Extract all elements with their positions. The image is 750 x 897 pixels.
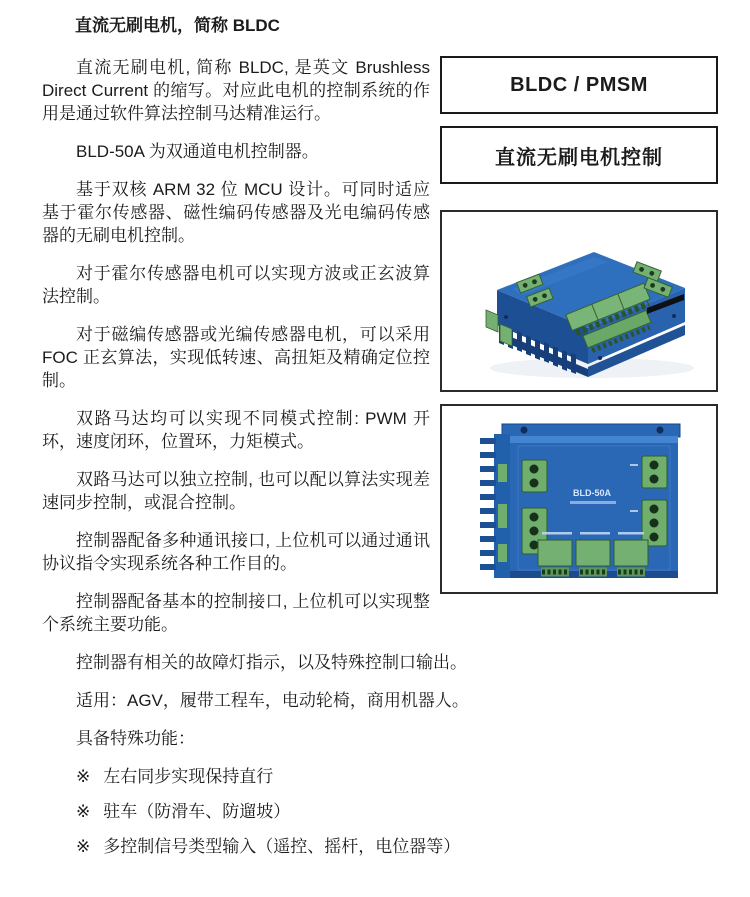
label-box-bldc-pmsm: [440, 56, 718, 114]
paragraph-intro: 直流无刷电机, 简称 BLDC, 是英文 Brushless Direct Current 的缩写。对应此电机的控制系统的作用是通过软件算法控制马达精准运行。: [42, 58, 430, 123]
label-box-motor-control-text: 直流无刷电机控制: [495, 146, 663, 169]
product-photo-frame-front: [440, 404, 718, 594]
paragraph-dual-motor: 双路马达可以独立控制, 也可以配以算法实现差速同步控制，或混合控制。: [42, 470, 430, 512]
paragraph-applications: 适用：AGV，履带工程车，电动轮椅，商用机器人。: [76, 691, 469, 710]
page-title-text: 直流无刷电机，简称 BLDC: [75, 16, 280, 35]
label-box-motor-control: [440, 126, 718, 184]
right-column: [440, 56, 718, 628]
paragraph-comm-interface: 控制器配备多种通讯接口, 上位机可以通过通讯协议指令实现系统各种工作目的。: [42, 531, 430, 573]
bullet-text: 左右同步实现保持直行: [103, 767, 274, 786]
bullet-item-parking: [42, 800, 718, 823]
paragraph-mcu: 基于双核 ARM 32 位 MCU 设计。可同时适应基于霍尔传感器、磁性编码传感器及光电编码传感器的无刷电机控制。: [42, 180, 430, 245]
controller-front-view-photo: [442, 406, 716, 592]
bullet-item-sync: [42, 765, 718, 788]
reference-mark-icon: ※: [76, 837, 91, 856]
paragraph-control-interface: 控制器配备基本的控制接口, 上位机可以实现整个系统主要功能。: [42, 592, 430, 634]
paragraph-special-features: 具备特殊功能：: [76, 729, 195, 748]
heatsink-fins-icon: [480, 438, 496, 570]
label-box-bldc-pmsm-text: BLDC / PMSM: [510, 73, 648, 96]
reference-mark-icon: ※: [76, 767, 91, 786]
bullet-item-signal-input: [42, 835, 718, 858]
right-power-connectors: [642, 456, 667, 546]
bullet-text: 驻车（防滑车、防遛坡）: [103, 802, 291, 821]
paragraph-control-modes: 双路马达均可以实现不同模式控制: PWM 开环，速度闭环，位置环，力矩模式。: [42, 409, 430, 451]
controller-top-isometric-photo: [442, 212, 716, 390]
product-photo-frame-top: [440, 210, 718, 392]
paragraph-hall-sensor: 对于霍尔传感器电机可以实现方波或正玄波算法控制。: [42, 264, 430, 306]
paragraph-fault-indicator: 控制器有相关的故障灯指示，以及特殊控制口输出。: [76, 653, 467, 672]
page-title: [75, 14, 718, 38]
bullet-text: 多控制信号类型输入（遥控、摇杆，电位器等）: [103, 837, 461, 856]
reference-mark-icon: ※: [76, 802, 91, 821]
paragraph-bld50a: BLD-50A 为双通道电机控制器。: [76, 142, 319, 161]
paragraph-foc: 对于磁编传感器或光编传感器电机，可以采用 FOC 正玄算法，实现低转速、高扭矩及精确定位控制。: [42, 325, 430, 390]
device-model-label: BLD-50A: [572, 488, 612, 498]
